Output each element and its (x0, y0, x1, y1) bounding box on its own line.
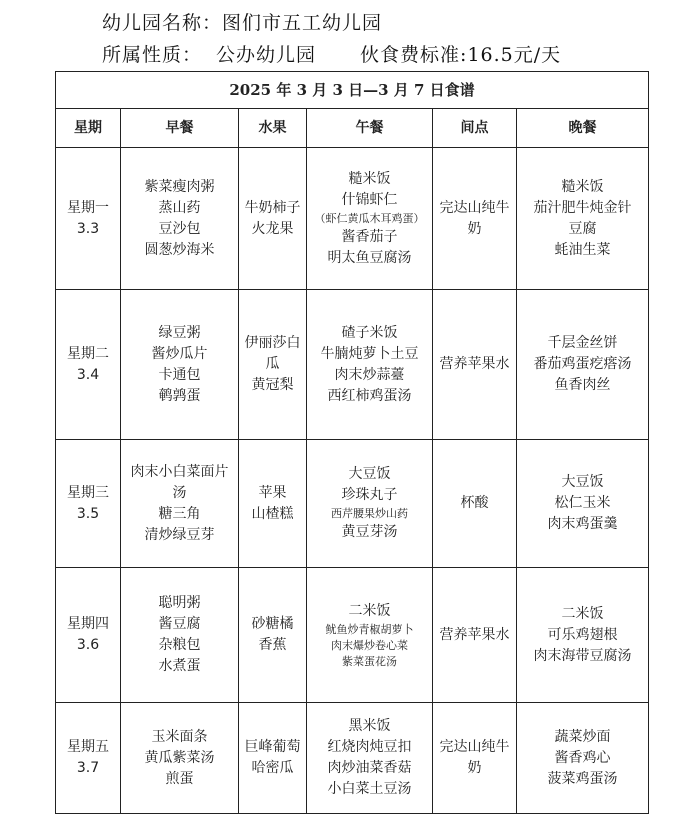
breakfast-cell (121, 703, 239, 814)
menu-item: 火龙果 (251, 220, 294, 237)
menu-item: 酱炒瓜片 (151, 345, 208, 362)
menu-item: 哈密瓜 (251, 760, 294, 776)
breakfast-cell (121, 148, 239, 290)
nature-label: 所属性质： (102, 44, 203, 66)
menu-item: 红烧肉炖豆扣 (327, 739, 412, 755)
menu-item: 大豆饭 (348, 466, 391, 482)
menu-item: 番茄鸡蛋疙瘩汤 (533, 356, 632, 372)
column-header-breakfast: 早餐 (121, 109, 239, 148)
menu-item: 香蕉 (258, 637, 287, 653)
kindergarten-name-value: 图们市五工幼儿园 (222, 12, 383, 34)
column-header-day: 星期 (56, 109, 121, 148)
lunch-cell (307, 290, 433, 440)
day-name: 星期三 (67, 484, 109, 501)
menu-item: 苹果 (258, 484, 287, 501)
table-row (56, 440, 649, 568)
menu-item: 伊丽莎白瓜 (244, 335, 301, 372)
fruit-cell (239, 290, 307, 440)
dinner-cell (517, 290, 649, 440)
menu-item: 鱿鱼炒青椒胡萝卜 (325, 622, 414, 636)
menu-item: 圆葱炒海米 (144, 241, 215, 258)
day-date: 3.3 (76, 220, 100, 237)
dinner-cell (517, 568, 649, 703)
menu-item: 肉炒油菜香菇 (327, 760, 412, 776)
day-date: 3.4 (76, 366, 100, 383)
menu-item: 肉末炒蒜薹 (334, 366, 405, 383)
column-header-fruit: 水果 (239, 109, 307, 148)
menu-item: 紫菜蛋花汤 (342, 654, 397, 668)
lunch-cell (307, 440, 433, 568)
nature-value: 公办幼儿园 (216, 44, 317, 66)
kindergarten-name-line (102, 8, 382, 35)
snack-cell (433, 703, 517, 814)
menu-item: 清炒绿豆芽 (144, 526, 215, 543)
fruit-cell (239, 568, 307, 703)
day-name: 星期四 (67, 616, 109, 632)
menu-item: 紫菜瘦肉粥 (144, 178, 215, 195)
snack-cell (433, 568, 517, 703)
menu-item: 菠菜鸡蛋汤 (547, 770, 618, 787)
menu-item: 鱼香肉丝 (554, 377, 611, 393)
table-row (56, 148, 649, 290)
menu-item: 肉末小白菜面片汤 (130, 463, 229, 501)
menu-item: 巨峰葡萄 (244, 739, 301, 755)
day-date: 3.7 (76, 760, 100, 776)
menu-item: 聪明粥 (158, 595, 201, 611)
day-date: 3.5 (76, 505, 100, 522)
menu-item: 二米饭 (561, 605, 604, 622)
menu-item: 牛奶柿子 (244, 199, 301, 216)
menu-item: 杯酸 (460, 495, 489, 511)
breakfast-cell (121, 568, 239, 703)
day-name: 星期一 (67, 199, 109, 216)
menu-item: 小白菜土豆汤 (327, 781, 412, 797)
day-date: 3.6 (76, 637, 100, 653)
menu-item: 完达山纯牛奶 (439, 199, 510, 237)
menu-item: 完达山纯牛奶 (439, 739, 510, 776)
menu-item: 酱香鸡心 (554, 749, 611, 766)
menu-item: 营养苹果水 (439, 626, 510, 643)
day-cell (56, 440, 121, 568)
snack-cell (433, 148, 517, 290)
menu-item: 黄豆芽汤 (341, 524, 398, 540)
menu-item: 糖三角 (158, 505, 201, 522)
breakfast-cell (121, 290, 239, 440)
dinner-cell (517, 703, 649, 814)
menu-item: 山楂糕 (251, 505, 294, 522)
lunch-cell (307, 703, 433, 814)
menu-title: 2025 年 3 月 3 日—3 月 7 日食谱 (56, 72, 649, 109)
menu-item: 肉末海带豆腐汤 (533, 647, 632, 664)
menu-item: 西芹腰果炒山药 (331, 507, 408, 520)
snack-cell (433, 290, 517, 440)
menu-item: 牛腩炖萝卜土豆 (320, 345, 419, 362)
column-header-snack: 间点 (433, 109, 517, 148)
dinner-cell (517, 440, 649, 568)
table-row (56, 568, 649, 703)
menu-item: 杂粮包 (158, 637, 201, 653)
menu-item: 西红柿鸡蛋汤 (327, 387, 412, 404)
menu-item: 碴子米饭 (341, 324, 398, 341)
day-name: 星期二 (67, 345, 109, 362)
day-name: 星期五 (67, 739, 109, 755)
menu-item: 酱豆腐 (158, 616, 201, 632)
menu-item: 珍珠丸子 (341, 487, 398, 503)
fee-label: 伙食费标准: (360, 44, 468, 66)
kindergarten-name-label: 幼儿园名称： (102, 12, 223, 34)
menu-item: 绿豆粥 (158, 324, 201, 341)
menu-item: 明太鱼豆腐汤 (327, 249, 412, 266)
fruit-cell (239, 440, 307, 568)
day-cell (56, 568, 121, 703)
menu-item: 酱香茄子 (341, 228, 398, 245)
day-cell (56, 703, 121, 814)
lunch-cell (307, 148, 433, 290)
menu-item: 鹌鹑蛋 (158, 387, 201, 404)
column-header-dinner: 晚餐 (517, 109, 649, 148)
menu-item: 大豆饭 (561, 474, 604, 490)
menu-item: 煎蛋 (165, 770, 194, 787)
menu-item: 黑米饭 (348, 718, 391, 734)
menu-item: 松仁玉米 (554, 495, 611, 511)
table-row (56, 703, 649, 814)
fee-value: 16.5元/天 (467, 44, 562, 66)
menu-item: 二米饭 (348, 602, 391, 619)
menu-item: 卡通包 (158, 366, 201, 383)
table-row (56, 290, 649, 440)
fruit-cell (239, 703, 307, 814)
menu-item: 糙米饭 (348, 170, 391, 187)
day-cell (56, 290, 121, 440)
snack-cell (433, 440, 517, 568)
menu-table (55, 71, 649, 814)
menu-item: 茄汁肥牛炖金针 (533, 199, 632, 216)
menu-item: 砂糖橘 (251, 616, 294, 632)
menu-item: 豆沙包 (158, 220, 201, 237)
menu-item: 豆腐 (568, 220, 597, 237)
menu-item: 玉米面条 (151, 728, 208, 745)
menu-item: 可乐鸡翅根 (547, 626, 618, 643)
dinner-cell (517, 148, 649, 290)
menu-item: 蒸山药 (158, 199, 201, 216)
nature-fee-line (102, 40, 561, 67)
menu-item: 蚝油生菜 (554, 241, 611, 258)
column-header-lunch: 午餐 (307, 109, 433, 148)
menu-item: 什锦虾仁 (341, 191, 398, 208)
menu-item: 黄冠梨 (251, 377, 294, 393)
fruit-cell (239, 148, 307, 290)
menu-item: 水煮蛋 (158, 658, 201, 674)
breakfast-cell (121, 440, 239, 568)
menu-item: 黄瓜紫菜汤 (144, 749, 215, 766)
menu-item-note: （虾仁黄瓜木耳鸡蛋） (314, 211, 425, 225)
menu-item: 糙米饭 (561, 178, 604, 195)
menu-item: 肉末爆炒卷心菜 (331, 638, 408, 652)
menu-item: 蔬菜炒面 (554, 728, 611, 745)
lunch-cell (307, 568, 433, 703)
menu-item: 肉末鸡蛋羹 (547, 516, 618, 532)
menu-item: 营养苹果水 (439, 356, 510, 372)
menu-item: 千层金丝饼 (547, 335, 618, 351)
day-cell (56, 148, 121, 290)
